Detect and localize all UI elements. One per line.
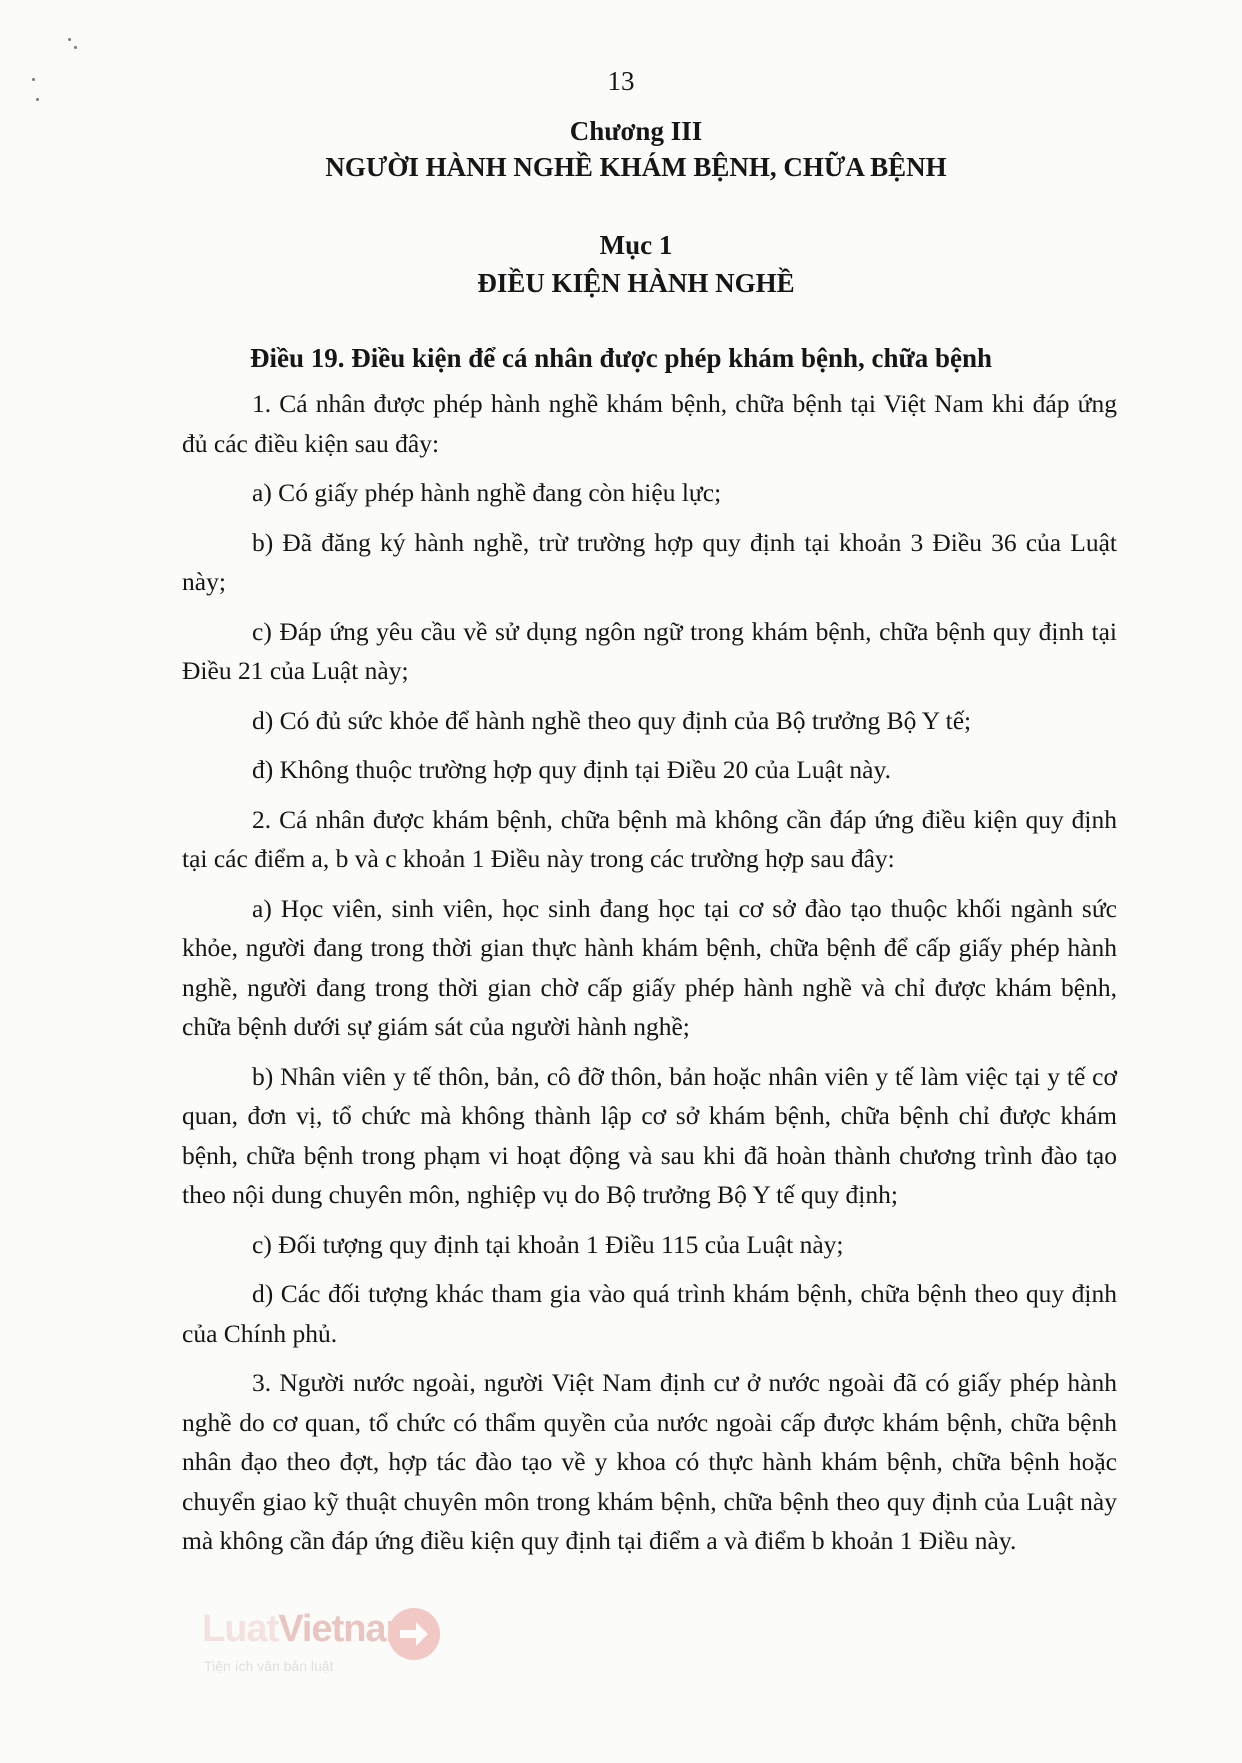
arrow-right-icon [388, 1608, 440, 1660]
watermark-tagline: Tiện ích văn bản luật [204, 1658, 334, 1674]
paragraph-point-1dd: đ) Không thuộc trường hợp quy định tại Điều 20 của Luật này. [252, 755, 891, 784]
page-number: 13 [607, 66, 635, 96]
luatvietnam-watermark [202, 1608, 462, 1698]
scan-speck [68, 38, 71, 41]
paragraph-point-1b: b) Đã đăng ký hành nghề, trừ trường hợp quy định tại khoản 3 Điều 36 của Luật này; [182, 527, 1117, 596]
article-body [182, 384, 1117, 1571]
paragraph-point-1a: a) Có giấy phép hành nghề đang còn hiệu lực; [252, 478, 722, 507]
chapter-title: NGƯỜI HÀNH NGHỀ KHÁM BỆNH, CHỮA BỆNH [325, 152, 947, 182]
scan-speck [74, 46, 77, 49]
paragraph-clause-1: 1. Cá nhân được phép hành nghề khám bệnh, chữa bệnh tại Việt Nam khi đáp ứng đủ các điều kiện sau đây: [182, 389, 1117, 458]
paragraph-point-2c: c) Đối tượng quy định tại khoản 1 Điều 115 của Luật này; [252, 1229, 844, 1259]
paragraph-point-2a: a) Học viên, sinh viên, học sinh đang học tại cơ sở đào tạo thuộc khối ngành sức khỏe, người đang trong thời gian thực hành khám bệnh, chữa bệnh để cấp giấy phép hành nghề, người đang trong thời gian chờ cấp giấy phép hành nghề và chỉ được khám bệnh, chữa bệnh dưới sự giám sát của người hành nghề; [182, 893, 1117, 1041]
scan-speck [36, 98, 39, 101]
paragraph-clause-2: 2. Cá nhân được khám bệnh, chữa bệnh mà không cần đáp ứng điều kiện quy định tại các điểm a, b và c khoản 1 Điều này trong các trường hợp sau đây: [182, 804, 1117, 873]
paragraph-point-1d: d) Có đủ sức khỏe để hành nghề theo quy định của Bộ trưởng Bộ Y tế; [252, 705, 972, 735]
chapter-label: Chương III [569, 116, 703, 146]
section-label: Mục 1 [599, 230, 673, 260]
paragraph-point-2b: b) Nhân viên y tế thôn, bản, cô đỡ thôn, bản hoặc nhân viên y tế làm việc tại y tế cơ quan, đơn vị, tổ chức mà không thành lập cơ sở khám bệnh, chữa bệnh chỉ được khám bệnh, chữa bệnh trong phạm vi hoạt động và sau khi đã hoàn thành chương trình đào tạo theo nội dung chuyên môn, nghiệp vụ do Bộ trưởng Bộ Y tế quy định; [182, 1061, 1117, 1209]
paragraph-point-1c: c) Đáp ứng yêu cầu về sử dụng ngôn ngữ trong khám bệnh, chữa bệnh quy định tại Điều 21 của Luật này; [182, 616, 1117, 685]
article-title: Điều 19. Điều kiện để cá nhân được phép khám bệnh, chữa bệnh [250, 343, 993, 373]
paragraph-clause-3: 3. Người nước ngoài, người Việt Nam định cư ở nước ngoài đã có giấy phép hành nghề do cơ quan, tổ chức có thẩm quyền của nước ngoài cấp được khám bệnh, chữa bệnh nhân đạo theo đợt, hợp tác đào tạo về y khoa có thực hành khám bệnh, chữa bệnh hoặc chuyển giao kỹ thuật chuyên môn trong khám bệnh, chữa bệnh theo quy định của Luật này mà không cần đáp ứng điều kiện quy định tại điểm a và điểm b khoản 1 Điều này. [182, 1368, 1117, 1555]
paragraph-point-2d: d) Các đối tượng khác tham gia vào quá trình khám bệnh, chữa bệnh theo quy định của Chính phủ. [182, 1279, 1117, 1348]
section-title: ĐIỀU KIỆN HÀNH NGHỀ [477, 268, 795, 298]
watermark-logo-text: LuatVietnam [202, 1608, 419, 1650]
